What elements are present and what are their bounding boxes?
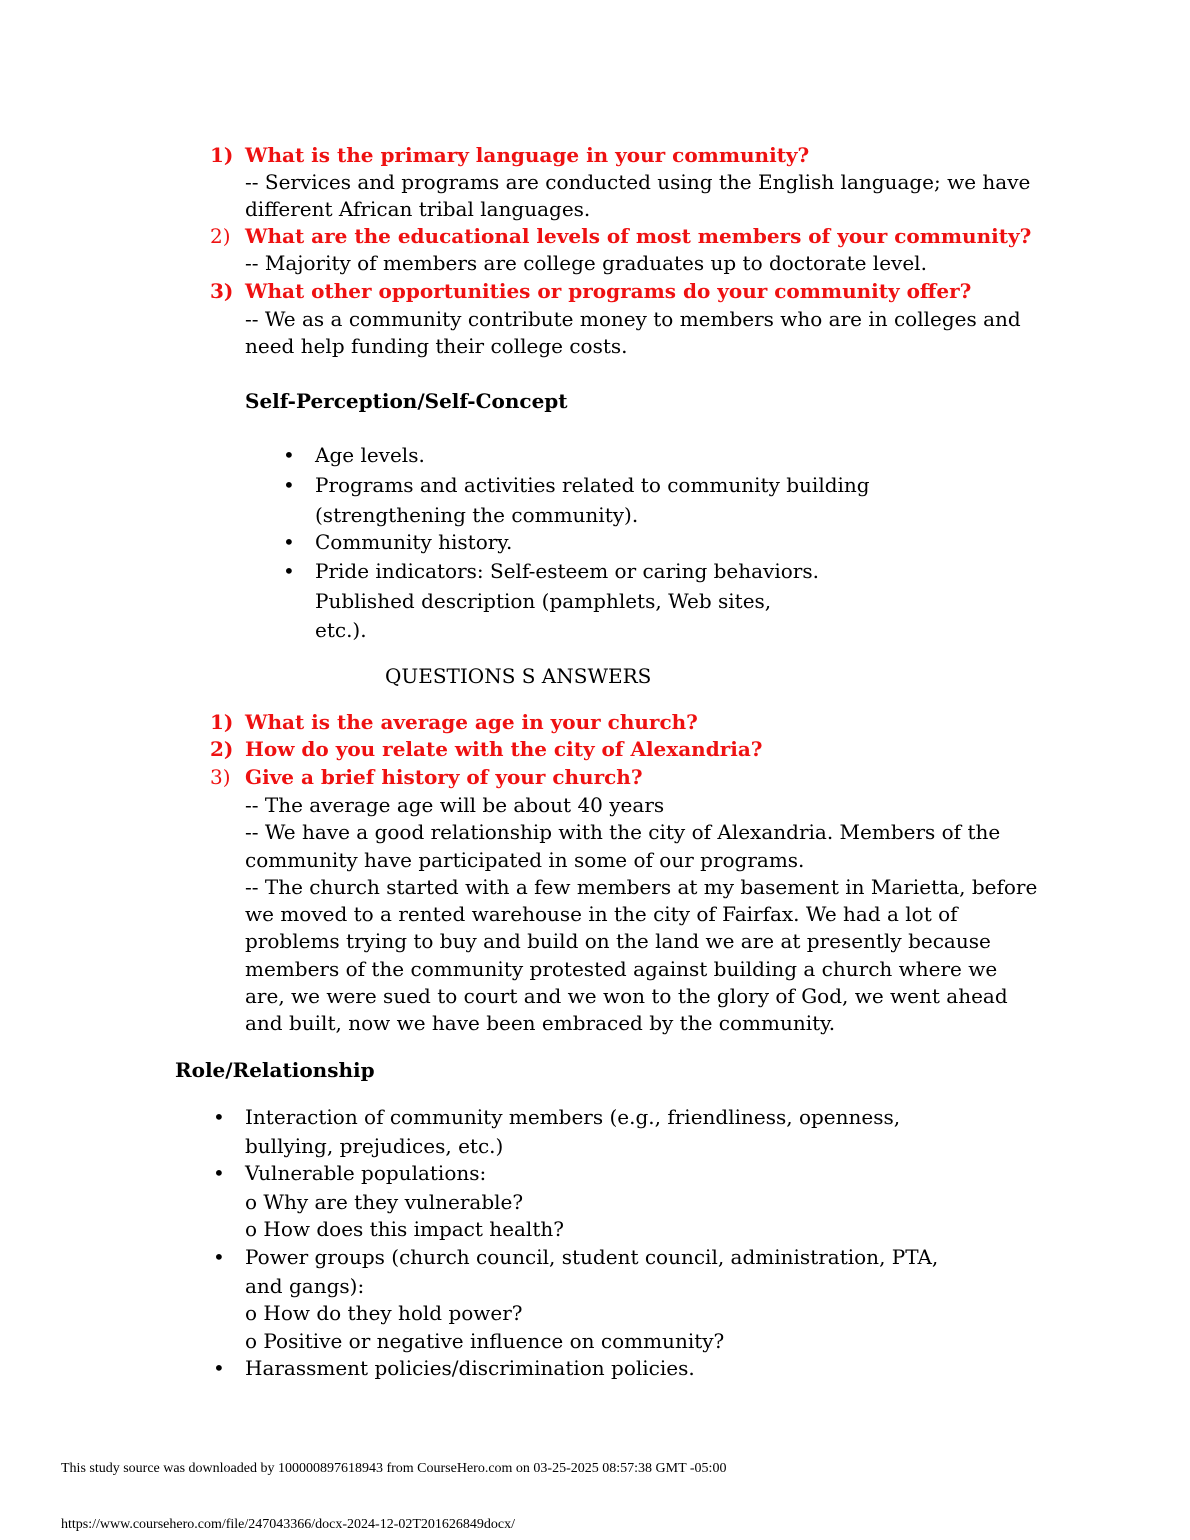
bullet-icon: • xyxy=(213,1245,225,1269)
answer-line: members of the community protested against building a church where we xyxy=(245,957,998,981)
bullet-icon: • xyxy=(283,473,295,497)
sub-item: o How do they hold power? xyxy=(245,1301,523,1325)
answer-line: -- Majority of members are college graduates up to doctorate level. xyxy=(245,251,927,275)
list-number: 3) xyxy=(210,765,231,789)
question-city-relation: How do you relate with the city of Alexandria? xyxy=(245,737,763,761)
question-church-history: Give a brief history of your church? xyxy=(245,765,643,789)
list-item: Interaction of community members (e.g., friendliness, openness, xyxy=(245,1105,901,1129)
list-item: Programs and activities related to community building xyxy=(315,473,870,497)
list-item: Community history. xyxy=(315,530,513,554)
answer-line: and built, now we have been embraced by the community. xyxy=(245,1011,836,1035)
answer-line: -- The average age will be about 40 years xyxy=(245,793,665,817)
section-heading-self-perception: Self-Perception/Self-Concept xyxy=(245,389,568,413)
bullet-icon: • xyxy=(213,1356,225,1380)
section-heading-role-relationship: Role/Relationship xyxy=(175,1058,375,1082)
list-number: 3) xyxy=(210,279,234,303)
answer-line: -- The church started with a few members at my basement in Marietta, before xyxy=(245,875,1038,899)
answer-line: problems trying to buy and build on the land we are at presently because xyxy=(245,929,991,953)
bullet-icon: • xyxy=(283,530,295,554)
list-number: 1) xyxy=(210,143,234,167)
list-item-continuation: (strengthening the community). xyxy=(315,503,639,527)
source-url-link[interactable]: https://www.coursehero.com/file/247043366/docx-2024-12-02T201626849docx/ xyxy=(61,1517,516,1532)
answer-line: -- Services and programs are conducted using the English language; we have xyxy=(245,170,1031,194)
answer-line: -- We have a good relationship with the city of Alexandria. Members of the xyxy=(245,820,1001,844)
sub-item: o How does this impact health? xyxy=(245,1217,564,1241)
list-item: Power groups (church council, student council, administration, PTA, xyxy=(245,1245,939,1269)
answer-line: different African tribal languages. xyxy=(245,197,591,221)
answer-line: we moved to a rented warehouse in the city of Fairfax. We had a lot of xyxy=(245,902,958,926)
bullet-icon: • xyxy=(213,1161,225,1185)
answer-line: community have participated in some of our programs. xyxy=(245,848,805,872)
list-item-continuation: Published description (pamphlets, Web sites, xyxy=(315,589,772,613)
answer-line: -- We as a community contribute money to members who are in colleges and xyxy=(245,307,1021,331)
bullet-icon: • xyxy=(283,559,295,583)
list-number: 2) xyxy=(210,737,234,761)
question-primary-language: What is the primary language in your community? xyxy=(245,143,810,167)
list-item-continuation: bullying, prejudices, etc.) xyxy=(245,1134,504,1158)
list-item: Pride indicators: Self-esteem or caring behaviors. xyxy=(315,559,819,583)
list-item: Age levels. xyxy=(315,443,425,467)
bullet-icon: • xyxy=(213,1105,225,1129)
list-number: 2) xyxy=(210,224,231,248)
question-average-age: What is the average age in your church? xyxy=(245,710,698,734)
list-number: 1) xyxy=(210,710,234,734)
list-item: Vulnerable populations: xyxy=(245,1161,487,1185)
question-educational-levels: What are the educational levels of most members of your community? xyxy=(245,224,1032,248)
sub-item: o Positive or negative influence on community? xyxy=(245,1329,725,1353)
list-item-continuation: etc.). xyxy=(315,618,367,642)
answer-line: are, we were sued to court and we won to the glory of God, we went ahead xyxy=(245,984,1008,1008)
question-other-opportunities: What other opportunities or programs do your community offer? xyxy=(245,279,972,303)
answer-line: need help funding their college costs. xyxy=(245,334,628,358)
list-item: Harassment policies/discrimination policies. xyxy=(245,1356,695,1380)
list-item-continuation: and gangs): xyxy=(245,1274,365,1298)
qa-heading: QUESTIONS S ANSWERS xyxy=(385,664,652,688)
sub-item: o Why are they vulnerable? xyxy=(245,1190,524,1214)
bullet-icon: • xyxy=(283,443,295,467)
download-notice: This study source was downloaded by 100000897618943 from CourseHero.com on 03-25-2025 08:57:38 GMT -05:00 xyxy=(61,1461,727,1476)
